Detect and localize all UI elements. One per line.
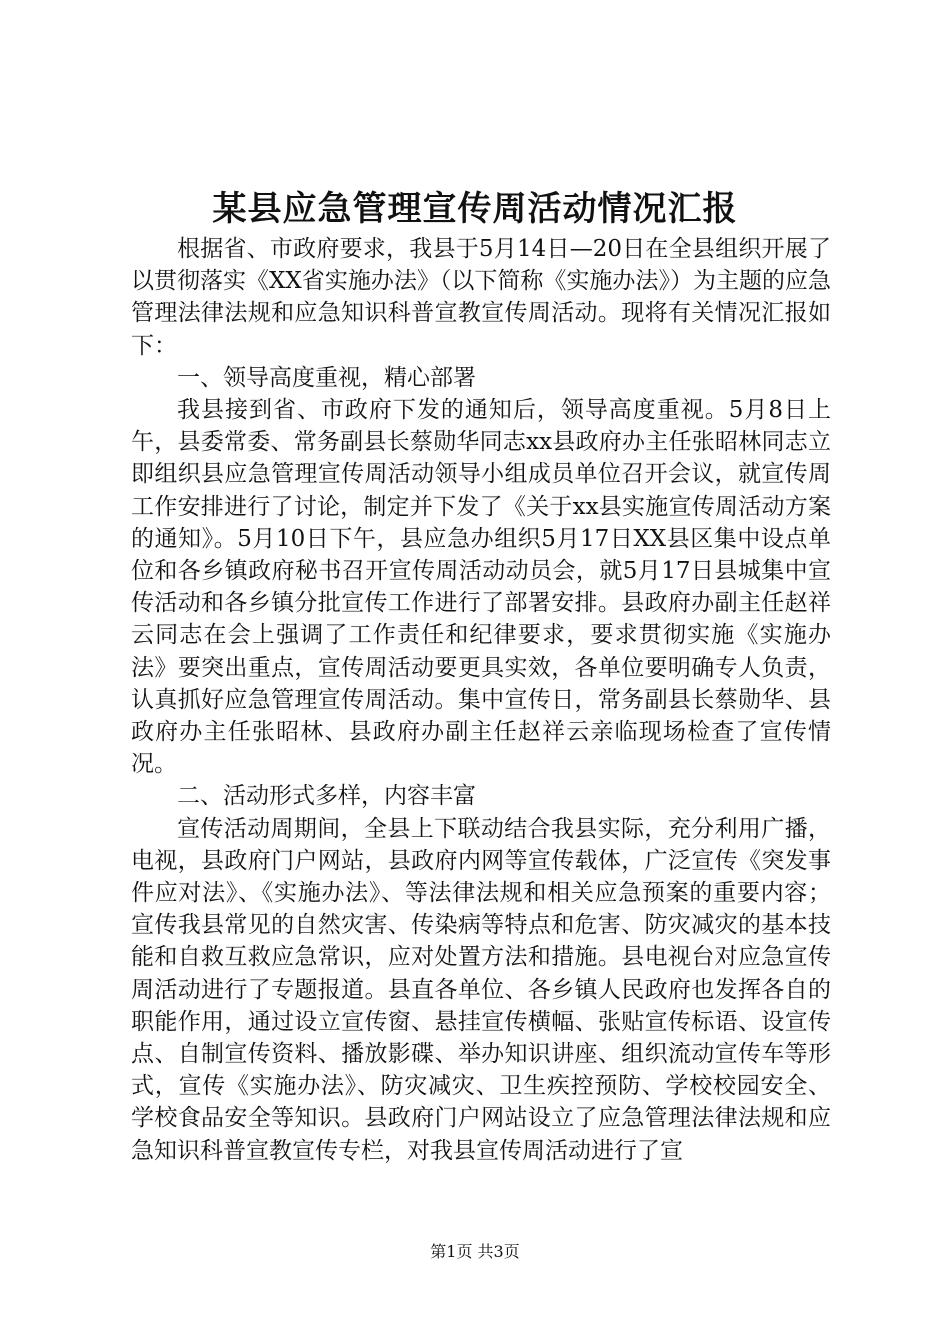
paragraph-intro: 根据省、市政府要求，我县于5月14日—20日在全县组织开展了以贯彻落实《XX省实施办法》（以下简称《实施办法》）为主题的应急管理法律法规和应急知识科普宣教宣传周活动。现将有关情况汇报如下： xyxy=(131,236,831,359)
paragraph-section-1: 我县接到省、市政府下发的通知后，领导高度重视。5月8日上午，县委常委、常务副县长蔡勋华同志xx县政府办主任张昭林同志立即组织县应急管理宣传周活动领导小组成员单位召开会议，就宣传周工作安排进行了讨论，制定并下发了《关于xx县实施宣传周活动方案的通知》。5月10日下午，县应急办组织5月17日XX县区集中设点单位和各乡镇政府秘书召开宣传周活动动员会，就5月17日县城集中宣传活动和各乡镇分批宣传工作进行了部署安排。县政府办副主任赵祥云同志在会上强调了工作责任和纪律要求，要求贯彻实施《实施办法》要突出重点，宣传周活动要更具实效，各单位要明确专人负责，认真抓好应急管理宣传周活动。集中宣传日，常务副县长蔡勋华、县政府办主任张昭林、县政府办副主任赵祥云亲临现场检查了宣传情况。 xyxy=(131,397,831,778)
paragraph-section-2: 宣传活动周期间，全县上下联动结合我县实际，充分利用广播，电视，县政府门户网站，县政府内网等宣传载体，广泛宣传《突发事件应对法》、《实施办法》、等法律法规和相关应急预案的重要内容；宣传我县常见的自然灾害、传染病等特点和危害、防灾减灾的基本技能和自救互救应急常识，应对处置方法和措施。县电视台对应急宣传周活动进行了专题报道。县直各单位、各乡镇人民政府也发挥各自的职能作用，通过设立宣传窗、悬挂宣传横幅、张贴宣传标语、设宣传点、自制宣传资料、播放影碟、举办知识讲座、组织流动宣传车等形式，宣传《实施办法》、防灾减灾、卫生疾控预防、学校校园安全、学校食品安全等知识。县政府门户网站设立了应急管理法律法规和应急知识科普宣教宣传专栏，对我县宣传周活动进行了宣 xyxy=(131,815,831,1164)
page-footer: 第1页 共3页 xyxy=(430,1242,520,1261)
document-body xyxy=(131,233,831,1167)
section-heading-1: 一、领导高度重视，精心部署 xyxy=(177,364,476,391)
section-heading-2: 二、活动形式多样，内容丰富 xyxy=(177,783,476,810)
document-title: 某县应急管理宣传周活动情况汇报 xyxy=(212,189,738,229)
